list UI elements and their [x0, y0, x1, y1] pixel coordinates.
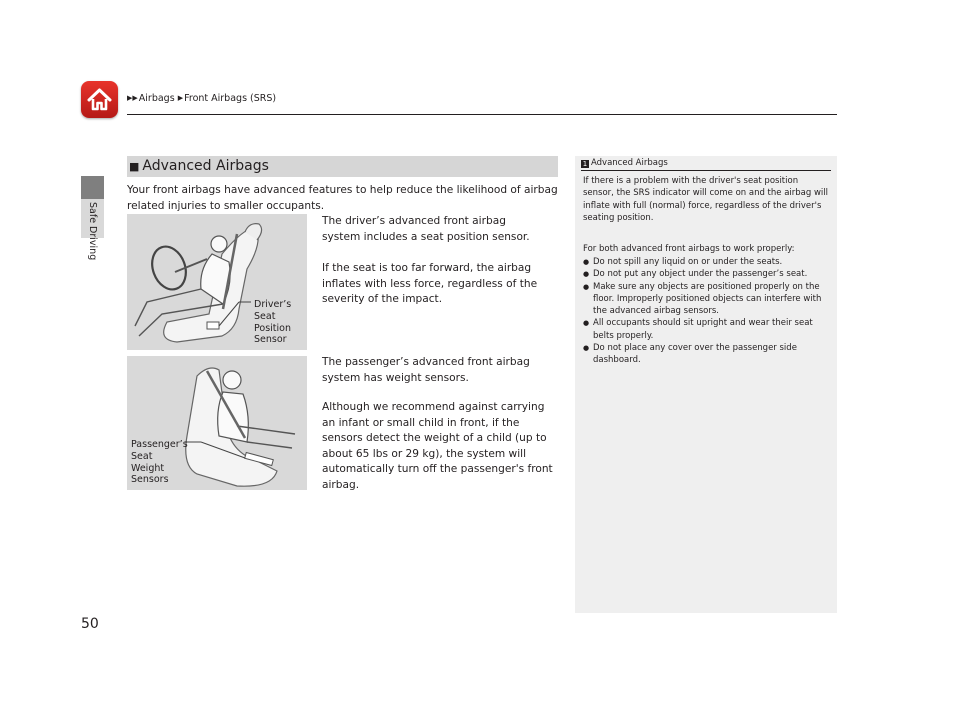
- sidebar-title-text: Advanced Airbags: [591, 158, 668, 168]
- list-item: ● Do not spill any liquid on or under the seats.: [583, 256, 831, 268]
- passenger-paragraph-2: Although we recommend against carrying an infant or small child in front, if the sensors detect the weight of a child (up to about 65 lbs or 29 kg), the system will automatically turn off the passenger's front airbag.: [322, 401, 553, 491]
- section-title: Advanced Airbags: [142, 158, 269, 174]
- list-item: ● Do not place any cover over the passenger side dashboard.: [583, 342, 831, 367]
- header-rule: [127, 114, 837, 115]
- sidebar-rule: [581, 170, 831, 171]
- chapter-tab-label: Safe Driving: [87, 202, 98, 261]
- sidebar-list: [583, 256, 831, 367]
- breadcrumb-arrow-icon: ▶: [177, 94, 184, 102]
- sidebar-panel: [575, 156, 837, 613]
- driver-paragraph-2: If the seat is too far forward, the airbag inflates with less force, regardless of the severity of the impact.: [322, 262, 538, 306]
- driver-sensor-label: Driver’s Seat Position Sensor: [254, 299, 292, 346]
- sidebar-title: [581, 158, 668, 168]
- breadcrumb-arrow-icon: ▶▶: [127, 94, 138, 102]
- section-square-icon: ■: [129, 160, 140, 173]
- section-heading: [127, 156, 558, 177]
- sidebar-paragraph-1: If there is a problem with the driver's seat position sensor, the SRS indicator will come on and the airbag will inflate with full (normal) force, regardless of the driver's seating position.: [583, 176, 829, 223]
- breadcrumb: [127, 93, 276, 104]
- home-button[interactable]: [81, 81, 118, 118]
- note-icon: 1: [582, 160, 588, 168]
- chapter-tab-marker: [81, 176, 104, 199]
- page-number: 50: [81, 616, 99, 632]
- breadcrumb-item-airbags[interactable]: Airbags: [138, 93, 175, 104]
- list-item: ● All occupants should sit upright and wear their seat belts properly.: [583, 317, 831, 342]
- home-icon: [85, 85, 114, 114]
- list-item: ● Make sure any objects are positioned properly on the floor. Improperly positioned objects can interfere with the advanced airbag sensors.: [583, 281, 831, 318]
- driver-paragraph-1: The driver’s advanced front airbag system includes a seat position sensor.: [322, 215, 530, 243]
- intro-paragraph: Your front airbags have advanced features to help reduce the likelihood of airbag related injuries to smaller occupants.: [127, 184, 558, 212]
- breadcrumb-item-front-airbags[interactable]: Front Airbags (SRS): [184, 93, 277, 104]
- passenger-paragraph-1: The passenger’s advanced front airbag system has weight sensors.: [322, 356, 530, 384]
- sidebar-paragraph-2: For both advanced front airbags to work properly:: [583, 244, 795, 254]
- passenger-sensor-label: Passenger’s Seat Weight Sensors: [131, 439, 188, 486]
- list-item: ● Do not put any object under the passenger’s seat.: [583, 268, 831, 280]
